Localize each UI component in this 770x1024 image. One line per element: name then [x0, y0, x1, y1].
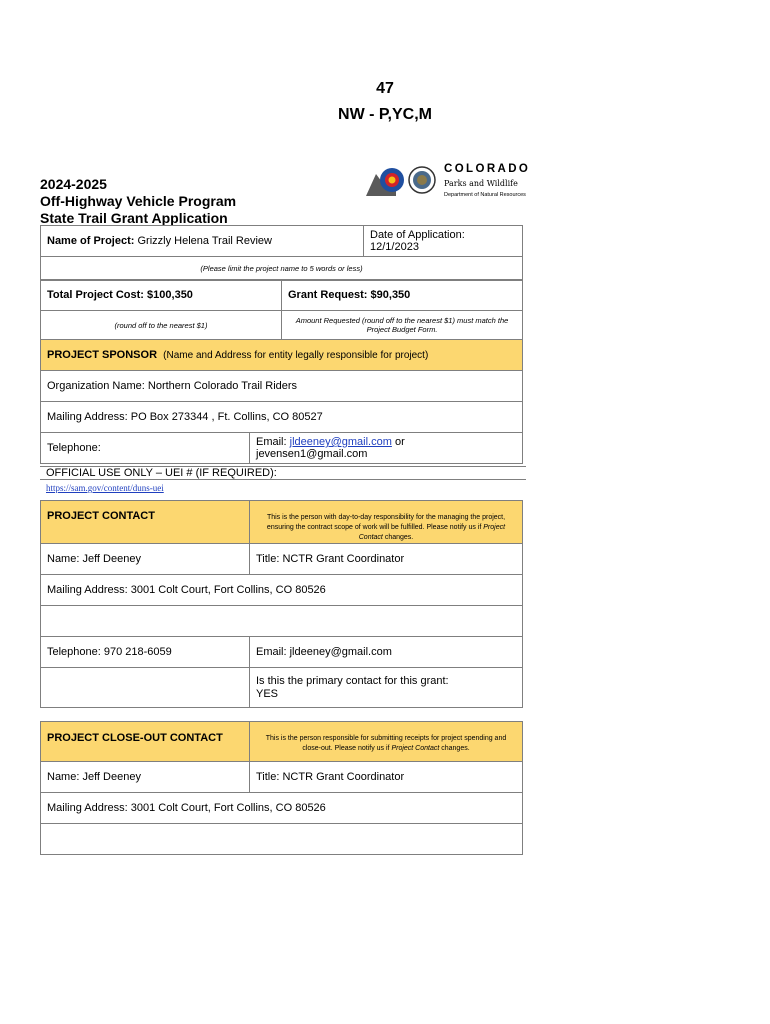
sponsor-telephone-field[interactable]: Telephone:: [41, 433, 250, 464]
logo-department: Department of Natural Resources: [444, 192, 526, 198]
logo-subtitle: Parks and Wildlife: [444, 179, 518, 188]
sponsor-email-link[interactable]: jldeeney@gmail.com: [289, 436, 392, 448]
organization-name-field[interactable]: Organization Name: Northern Colorado Trail Riders: [41, 371, 523, 402]
sponsor-email-field[interactable]: Email: jldeeney@gmail.com or jevensen1@gmail.com: [250, 433, 523, 464]
cpw-seal-icon: [408, 166, 436, 194]
primary-contact-field[interactable]: Is this the primary contact for this grant: YES: [250, 668, 523, 708]
program-subtitle: State Trail Grant Application: [40, 210, 228, 226]
contact-table: [40, 500, 523, 708]
program-year: 2024-2025: [40, 176, 107, 192]
cost-table: [40, 279, 523, 340]
contact-header: PROJECT CONTACT: [41, 501, 250, 544]
date-value: 12/1/2023: [370, 241, 419, 253]
project-name-cell[interactable]: Name of Project: Grizzly Helena Trail Review: [41, 226, 364, 257]
project-info-table: [40, 225, 523, 281]
colorado-flag-logo-icon: [366, 162, 406, 196]
closeout-table: [40, 721, 523, 855]
total-cost-cell[interactable]: Total Project Cost: $100,350: [41, 280, 282, 311]
contact-title-field[interactable]: Title: NCTR Grant Coordinator: [250, 544, 523, 575]
contact-email-field[interactable]: Email: jldeeney@gmail.com: [250, 637, 523, 668]
closeout-blank-row[interactable]: [41, 824, 523, 855]
sponsor-table: [40, 339, 523, 464]
sam-gov-link[interactable]: https://sam.gov/content/duns-uei: [46, 483, 164, 493]
contact-empty-cell: [41, 668, 250, 708]
stamp-code: NW - P,YC,M: [338, 106, 432, 123]
official-use-line: OFFICIAL USE ONLY – UEI # (IF REQUIRED):: [40, 466, 526, 480]
program-title: Off-Highway Vehicle Program: [40, 193, 237, 209]
cost-note: (round off to the nearest $1): [41, 311, 282, 340]
request-note: Amount Requested (round off to the nearest $1) must match the Project Budget Form.: [282, 311, 523, 340]
grant-request-cell[interactable]: Grant Request: $90,350: [282, 280, 523, 311]
contact-name-field[interactable]: Name: Jeff Deeney: [41, 544, 250, 575]
logo-word: COLORADO: [444, 163, 531, 175]
primary-contact-answer: YES: [256, 687, 279, 700]
cpw-logo: [366, 160, 546, 200]
total-cost-value: $100,350: [147, 289, 193, 301]
grant-request-value: $90,350: [370, 289, 411, 301]
closeout-name-field[interactable]: Name: Jeff Deeney: [41, 762, 250, 793]
sponsor-header: PROJECT SPONSOR (Name and Address for entity legally responsible for project): [41, 340, 523, 371]
closeout-mailing-address-field[interactable]: Mailing Address: 3001 Colt Court, Fort Collins, CO 80526: [41, 793, 523, 824]
closeout-header: PROJECT CLOSE-OUT CONTACT: [41, 722, 250, 762]
sponsor-mailing-address-field[interactable]: Mailing Address: PO Box 273344 , Ft. Collins, CO 80527: [41, 402, 523, 433]
date-cell[interactable]: Date of Application: 12/1/2023: [364, 226, 523, 257]
contact-telephone-field[interactable]: Telephone: 970 218-6059: [41, 637, 250, 668]
closeout-note: This is the person responsible for submitting receipts for project spending and close-out. Please notify us if Project Contact changes.: [250, 722, 523, 762]
project-name-value: Grizzly Helena Trail Review: [137, 235, 272, 247]
contact-note: This is the person with day-to-day responsibility for the managing the project, ensuring the contract scope of work will be fulfilled. Please notify us if Project Contact changes.: [250, 501, 523, 544]
stamp-number: 47: [376, 80, 394, 97]
closeout-title-field[interactable]: Title: NCTR Grant Coordinator: [250, 762, 523, 793]
contact-blank-row[interactable]: [41, 606, 523, 637]
project-name-note: (Please limit the project name to 5 words or less): [41, 257, 523, 281]
contact-mailing-address-field[interactable]: Mailing Address: 3001 Colt Court, Fort Collins, CO 80526: [41, 575, 523, 606]
